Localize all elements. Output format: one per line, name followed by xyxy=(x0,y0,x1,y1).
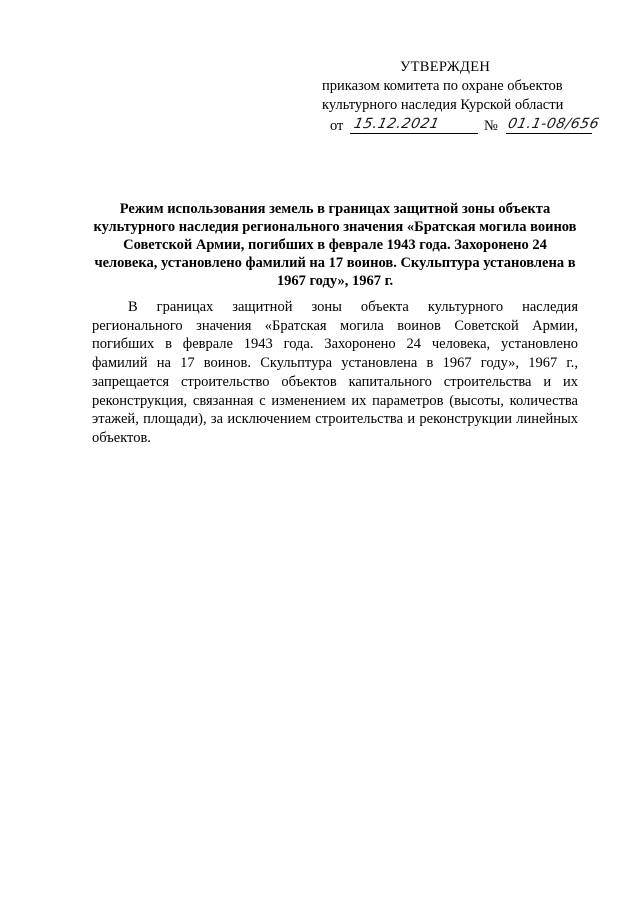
order-date-field xyxy=(350,115,478,134)
approval-block xyxy=(322,58,601,137)
order-number-handwritten: 01.1-08/656 xyxy=(506,116,601,132)
document-body-paragraph: В границах защитной зоны объекта культурного наследия регионального значения «Братская могила воинов Советской Армии, погибших в феврале 1943 года. Захоронено 24 человека, установлено фамилий на 17 воинов. Скульптура установлена в 1967 году», 1967 г., запрещается строительство объектов капитального строительства и их реконструкция, связанная с изменением их параметров (высоты, количества этажей, площади), за исключением строительства и реконструкции линейных объектов. xyxy=(92,299,578,446)
approval-line-1: приказом комитета по охране объектов xyxy=(322,78,563,94)
document-heading: Режим использования земель в границах защитной зоны объекта культурного наследия регионального значения «Братская могила воинов Советской Армии, погибших в феврале 1943 года. Захоронено 24 человека, установлено фамилий на 17 воинов. Скульптура установлена в 1967 году», 1967 г. xyxy=(93,201,577,289)
approval-line-2: культурного наследия Курской области xyxy=(322,97,564,113)
date-prefix: от xyxy=(330,118,344,134)
order-details xyxy=(322,115,601,137)
order-number-field xyxy=(506,115,601,134)
order-date-handwritten: 15.12.2021 xyxy=(352,116,441,132)
approval-title: УТВЕРЖДЕН xyxy=(400,59,491,75)
number-sign: № xyxy=(484,118,498,134)
